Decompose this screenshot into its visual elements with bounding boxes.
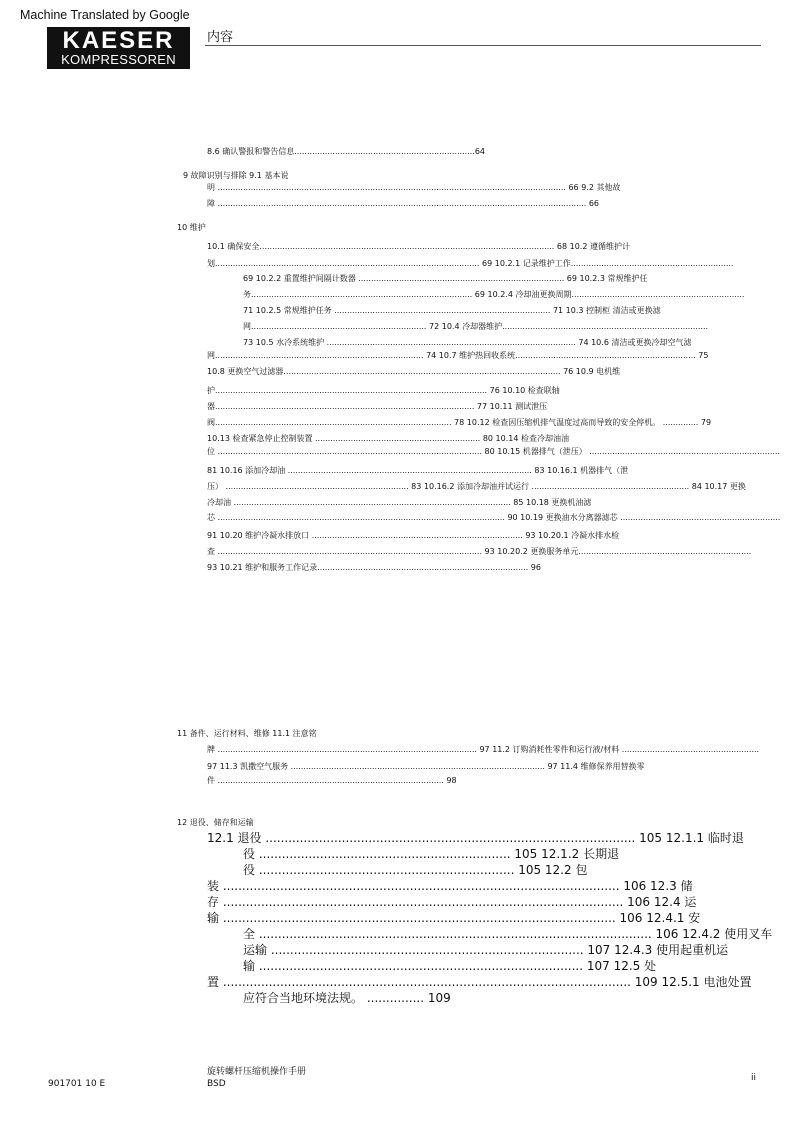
toc-line: 牌 ...................................................................................................... 97 11.2 订购消耗性零件和运行液/材料 ...................................................... [207,745,760,754]
toc-line: 冷却油 ............................................................................................................. 85 10.18 更换机油滤 [207,498,592,507]
toc-line: 8.6 确认警报和警告信息.......................................................................64 [207,147,485,156]
kaeser-logo [47,27,190,69]
toc-line: 务....................................................................................... 69 10.2.4 冷却油更换周期.................................................................... [243,290,745,299]
toc-line: 划........................................................................................................ 69 10.2.1 记录维护工作................................................................ [207,259,734,268]
header-divider [205,45,761,46]
toc-line-large: 应符合当地环境法规。 ............... 109 [243,991,451,1005]
toc-line-large: 全 ....................................................................................................... 106 12.4.2 使用叉车 [243,927,773,941]
toc-line-large: 装 ........................................................................................................ 106 12.3 储 [207,879,693,893]
toc-line: 97 11.3 凯撒空气服务 .................................................................................................... 97 11.4 维修保养用替换零 [207,762,645,771]
toc-line-large: 输 ..................................................................................... 107 12.5 处 [243,959,657,973]
toc-line: 10.13 检查紧急停止控制装置 ................................................................. 80 10.14 检查冷却油油 [207,434,569,443]
toc-line: 93 10.21 维护和服务工作记录................................................................................... 96 [207,563,541,572]
toc-line-large: 役 ................................................................... 105 12.2 包 [243,863,588,877]
logo-sub-text: KOMPRESSOREN [61,52,176,67]
toc-line: 障 ................................................................................................................................................. 66 [207,199,599,208]
manual-title: 旋转螺杆压缩机操作手册 [207,1067,307,1077]
machine-translation-banner: Machine Translated by Google [20,8,190,22]
page-number: ii [751,1073,757,1083]
toc-line-large: 12.1 退役 ................................................................................................. 105 12.1.1 临时退 [207,831,744,845]
toc-line: 阀............................................................................................. 78 10.12 检查因压缩机排气温度过高而导致的安全停机。 .............. 79 [207,418,712,427]
toc-section-heading: 12 退役、储存和运输 [177,818,254,827]
toc-line-large: 置 ........................................................................................................... 109 12.5.1 电池处置 [207,975,752,989]
toc-line: 压） ........................................................................ 83 10.16.2 添加冷却油并试运行 .............................................................. 84 10.17 更换 [207,482,746,491]
toc-line: 91 10.20 维护冷凝水排放口 ................................................................................... 93 10.20.1 冷凝水排水检 [207,531,620,540]
toc-section-heading: 10 维护 [177,223,206,232]
toc-line: 护........................................................................................................... 76 10.10 检查联轴 [207,386,560,395]
toc-line: 81 10.16 添加冷却油 ................................................................................................ 83 10.16.1 机器排气（泄 [207,466,629,475]
model-name: BSD [207,1079,226,1089]
toc-line: 73 10.5 水冷系统维护 .................................................................................................. 74 10.6 清洁或更换冷却空气滤 [243,338,692,347]
toc-line-large: 运输 .................................................................................. 107 12.4.3 使用起重机运 [243,943,729,957]
toc-section-heading: 11 备件、运行材料、维修 11.1 注意铭 [177,729,317,738]
logo-brand-text: KAESER [62,27,175,54]
toc-line: 件 ......................................................................................... 98 [207,776,457,785]
toc-line: 网.................................................................................. 74 10.7 维护热回收系统....................................................................... 75 [207,351,709,360]
toc-line-large: 输 ....................................................................................................... 106 12.4.1 安 [207,911,701,925]
toc-line: 10.1 确保安全.................................................................................................................... 68 10.2 遵循维护计 [207,242,630,251]
toc-section-heading: 9 故障识别与排除 9.1 基本说 [183,171,289,180]
toc-line: 器...................................................................................................... 77 10.11 测试泄压 [207,402,548,411]
toc-line: 芯 ................................................................................................................. 90 10.19 更换油水分离器滤芯 ............................................................... [207,513,781,522]
toc-line: 明 ......................................................................................................................................... 66 9.2 其他故 [207,183,621,192]
toc-line: 71 10.2.5 常规维护任务 ..................................................................................... 71 10.3 控制柜 清洁或更换滤 [243,306,661,315]
toc-line: 69 10.2.2 重置维护间隔计数器 ................................................................................. 69 10.2.3 常规维护任 [243,274,648,283]
toc-line-large: 役 .................................................................. 105 12.1.2 长期退 [243,847,620,861]
toc-line: 10.8 更换空气过滤器............................................................................................................. 76 10.9 电机维 [207,367,621,376]
toc-line-large: 存 ......................................................................................................... 106 12.4 运 [207,895,697,909]
page-title: 内容 [207,30,234,45]
toc-line: 位 ........................................................................................................ 80 10.15 机器排气（泄压） ........................................................................... [207,447,780,456]
toc-line: 网..................................................................... 72 10.4 冷却器维护................................................................................. [243,322,709,331]
toc-line: 查 ........................................................................................................ 93 10.20.2 更换服务单元.................................................................... [207,547,752,556]
document-number: 901701 10 E [48,1079,106,1089]
